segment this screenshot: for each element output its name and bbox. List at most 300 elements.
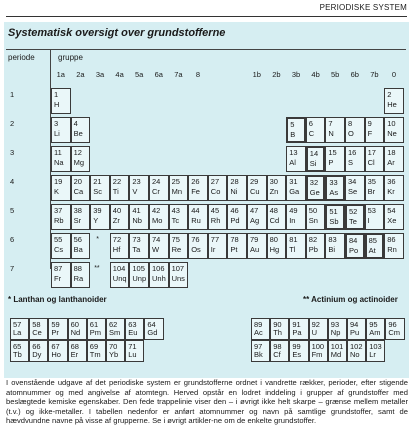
element-symbol: Br: [367, 187, 376, 196]
lanthanide-dy: [29, 340, 48, 362]
element-au: [247, 233, 267, 259]
atomic-number: 82: [308, 235, 318, 244]
element-symbol: Sb: [329, 217, 339, 226]
atomic-number: 64: [147, 320, 156, 329]
element-symbol: W: [152, 245, 160, 254]
element-ne: [384, 117, 404, 143]
lanthanide-eu: [125, 318, 144, 340]
element-symbol: Pt: [230, 245, 238, 254]
lanthanide-title: * Lanthan og lanthanoider: [8, 295, 107, 304]
group-header: 3b: [291, 70, 301, 79]
element-symbol: Rb: [54, 216, 64, 225]
lanthanide-tm: [87, 340, 106, 362]
element-symbol: Ar: [387, 158, 395, 167]
element-pt: [227, 233, 247, 259]
lanthanide-yb: [106, 340, 125, 362]
atomic-number: 50: [308, 206, 318, 215]
element-symbol: Po: [349, 246, 359, 255]
atomic-number: 90: [273, 320, 282, 329]
element-symbol: Bi: [328, 245, 336, 254]
atomic-number: 92: [311, 320, 320, 329]
element-k: [51, 175, 71, 201]
atomic-number: 83: [328, 235, 337, 244]
element-symbol: Ne: [387, 129, 397, 138]
element-ba: [71, 233, 91, 259]
actinide-title: ** Actinium og actinoider: [303, 295, 398, 304]
atomic-number: 18: [387, 148, 396, 157]
atomic-number: 52: [349, 207, 358, 216]
element-unp: [129, 262, 149, 288]
element-in: [286, 204, 306, 230]
lanthanide-marker: *: [96, 236, 99, 243]
group-header: 7b: [370, 70, 379, 79]
element-symbol: B: [290, 130, 296, 139]
element-ir: [208, 233, 228, 259]
atomic-number: 39: [93, 206, 102, 215]
footer-description: I ovenstående udgave af det periodiske system er grundstofferne ordnet i vandrette rækker, perioder, efter stigende atomnummer og med angivelse af atomtegn. Herved opstår en lodret inddeling i grupper af grundstoffer med beslægtede kemiske egenskaber. Den fede trappelinie viser den – i øvrigt ikke helt skarpe – grænse mellem metaller (t.v.) og ikke-metaller. I tabellen nedenfor er anført atomnummer og navn på samtlige grundstoffer, samt de hævdvundne navne på visse af grupperne. Se i øvrigt artikler-ne om de enkelte grundstoffer.: [6, 378, 408, 426]
element-symbol: Ge: [309, 188, 320, 197]
element-symbol: As: [329, 188, 339, 197]
element-symbol: Unq: [112, 274, 127, 283]
element-symbol: Cu: [250, 187, 260, 196]
element-symbol: U: [311, 328, 318, 337]
element-symbol: Sm: [109, 328, 121, 337]
element-symbol: Pm: [89, 328, 102, 337]
atomic-number: 107: [171, 264, 185, 273]
element-symbol: Re: [171, 245, 182, 254]
atomic-number: 93: [330, 320, 340, 329]
lanthanide-nd: [68, 318, 87, 340]
element-symbol: V: [132, 187, 138, 196]
lanthanide-pm: [87, 318, 106, 340]
element-symbol: O: [348, 129, 354, 138]
period-label-2: 2: [10, 119, 15, 128]
element-symbol: Y: [93, 216, 99, 225]
atomic-number: 76: [191, 235, 200, 244]
period-label-7: 7: [10, 264, 15, 273]
atomic-number: 17: [367, 148, 376, 157]
element-symbol: Sn: [308, 216, 318, 225]
element-cl: [365, 146, 385, 172]
element-v: [129, 175, 149, 201]
element-bi: [325, 233, 345, 259]
element-symbol: Mn: [171, 187, 183, 196]
element-symbol: H: [54, 100, 60, 109]
element-tl: [286, 233, 306, 259]
atomic-number: 91: [292, 320, 301, 329]
element-symbol: At: [368, 246, 376, 255]
atomic-number: 106: [152, 264, 165, 273]
atomic-number: 96: [388, 320, 397, 329]
atomic-number: 69: [89, 342, 99, 351]
group-header: 2a: [76, 70, 85, 79]
element-symbol: S: [348, 158, 354, 167]
atomic-number: 11: [54, 148, 62, 157]
atomic-number: 105: [132, 264, 145, 273]
atomic-number: 97: [254, 342, 263, 351]
atomic-number: 73: [132, 235, 141, 244]
atomic-number: 37: [54, 206, 63, 215]
atomic-number: 8: [348, 119, 353, 128]
element-symbol: Xe: [387, 216, 397, 225]
element-ti: [110, 175, 130, 201]
element-symbol: Tc: [171, 216, 180, 225]
atomic-number: 15: [328, 148, 337, 157]
atomic-number: 60: [70, 320, 79, 329]
atomic-number: 67: [51, 342, 60, 351]
lanthanide-er: [68, 340, 87, 362]
element-rh: [208, 204, 228, 230]
element-symbol: Pr: [51, 328, 59, 337]
atomic-number: 66: [32, 342, 41, 351]
actinide-md: [328, 340, 347, 362]
atomic-number: 25: [171, 177, 180, 186]
atomic-number: 53: [367, 206, 376, 215]
atomic-number: 26: [191, 177, 200, 186]
atomic-number: 80: [269, 235, 278, 244]
element-hg: [267, 233, 287, 259]
element-s: [345, 146, 365, 172]
element-c: [306, 117, 326, 143]
element-symbol: C: [308, 129, 315, 138]
atomic-number: 85: [368, 236, 377, 245]
atomic-number: 13: [289, 148, 298, 157]
element-symbol: P: [328, 158, 334, 167]
element-symbol: Lu: [128, 350, 137, 359]
actinide-am: [366, 318, 385, 340]
element-symbol: Ca: [73, 187, 84, 196]
lanthanide-ho: [48, 340, 67, 362]
atomic-number: 21: [93, 177, 102, 186]
atomic-number: 2: [387, 90, 392, 99]
element-cd: [267, 204, 287, 230]
element-sb: [325, 204, 345, 230]
element-zr: [110, 204, 130, 230]
actinide-np: [328, 318, 347, 340]
element-symbol: Tb: [13, 350, 22, 359]
element-symbol: Unp: [132, 274, 147, 283]
element-symbol: Sr: [73, 216, 82, 225]
element-symbol: Ti: [112, 187, 119, 196]
element-fe: [188, 175, 208, 201]
element-cr: [149, 175, 169, 201]
element-symbol: Rn: [387, 245, 397, 254]
element-symbol: Se: [348, 187, 358, 196]
element-symbol: Cd: [269, 216, 280, 225]
element-b: [286, 117, 306, 143]
period-label-5: 5: [10, 206, 15, 215]
actinide-pa: [289, 318, 308, 340]
actinide-lr: [366, 340, 385, 362]
actinide-u: [309, 318, 328, 340]
group-header: 6b: [350, 70, 359, 79]
atomic-number: 79: [250, 235, 259, 244]
atomic-number: 57: [13, 320, 22, 329]
element-na: [51, 146, 71, 172]
atomic-number: 77: [210, 235, 220, 244]
period-label-6: 6: [10, 235, 15, 244]
element-symbol: Ta: [132, 245, 141, 254]
actinide-fm: [309, 340, 328, 362]
element-symbol: Np: [330, 328, 341, 337]
element-symbol: Zn: [269, 187, 279, 196]
atomic-number: 71: [128, 342, 137, 351]
atomic-number: 102: [350, 342, 363, 351]
element-symbol: In: [289, 216, 296, 225]
element-symbol: Mo: [152, 216, 163, 225]
element-symbol: Te: [349, 217, 357, 226]
element-mn: [169, 175, 189, 201]
element-f: [365, 117, 385, 143]
atomic-number: 32: [309, 178, 319, 187]
element-zn: [267, 175, 287, 201]
element-y: [90, 204, 110, 230]
atomic-number: 43: [171, 206, 180, 215]
element-symbol: Md: [330, 350, 342, 359]
atomic-number: 38: [73, 206, 82, 215]
element-symbol: Bk: [254, 350, 263, 359]
element-ge: [306, 175, 326, 201]
element-symbol: Ba: [73, 245, 83, 254]
atomic-number: 94: [350, 320, 359, 329]
actinide-cf: [270, 340, 289, 362]
element-symbol: Zr: [112, 216, 120, 225]
header-rule: [6, 16, 407, 17]
atomic-number: 28: [230, 177, 239, 186]
element-symbol: Pb: [308, 245, 318, 254]
element-symbol: Yb: [109, 350, 119, 359]
atomic-number: 88: [73, 264, 82, 273]
section-tag: PERIODISKE SYSTEM: [319, 3, 407, 12]
element-sr: [71, 204, 91, 230]
element-symbol: Sc: [93, 187, 102, 196]
atomic-number: 51: [329, 207, 338, 216]
element-unh: [149, 262, 169, 288]
atomic-number: 98: [273, 342, 282, 351]
period-label-3: 3: [10, 148, 15, 157]
element-rb: [51, 204, 71, 230]
atomic-number: 86: [387, 235, 396, 244]
element-pd: [227, 204, 247, 230]
group-label: gruppe: [58, 53, 83, 62]
atomic-number: 58: [32, 320, 41, 329]
element-symbol: N: [328, 129, 334, 138]
element-symbol: Au: [250, 245, 260, 254]
atomic-number: 63: [128, 320, 137, 329]
element-xe: [384, 204, 404, 230]
atomic-number: 47: [250, 206, 259, 215]
element-symbol: Tm: [89, 350, 101, 359]
element-symbol: Ce: [32, 328, 42, 337]
atomic-number: 65: [13, 342, 22, 351]
atomic-number: 70: [109, 342, 118, 351]
element-symbol: Fm: [311, 350, 323, 359]
atomic-number: 24: [152, 177, 161, 186]
element-symbol: Mg: [73, 158, 85, 167]
element-symbol: Ra: [73, 274, 84, 283]
element-li: [51, 117, 71, 143]
atomic-number: 48: [269, 206, 278, 215]
element-sn: [306, 204, 326, 230]
atomic-number: 100: [311, 342, 325, 351]
atomic-number: 55: [54, 235, 63, 244]
atomic-number: 61: [89, 320, 99, 329]
atomic-number: 49: [289, 206, 298, 215]
element-i: [365, 204, 385, 230]
element-symbol: Al: [289, 158, 296, 167]
atomic-number: 10: [387, 119, 396, 128]
element-ni: [227, 175, 247, 201]
lanthanide-tb: [10, 340, 29, 362]
element-symbol: Pd: [230, 216, 240, 225]
element-mo: [149, 204, 169, 230]
element-symbol: Fe: [191, 187, 200, 196]
element-symbol: Cf: [273, 350, 281, 359]
actinide-cm: [385, 318, 404, 340]
atomic-number: 36: [387, 177, 396, 186]
atomic-number: 44: [191, 206, 200, 215]
element-uns: [169, 262, 189, 288]
element-symbol: Kr: [387, 187, 395, 196]
element-os: [188, 233, 208, 259]
atomic-number: 87: [54, 264, 63, 273]
lanthanide-pr: [48, 318, 67, 340]
element-p: [325, 146, 345, 172]
atomic-number: 54: [387, 206, 396, 215]
lanthanide-la: [10, 318, 29, 340]
period-label: periode: [8, 53, 35, 62]
element-symbol: Pu: [350, 328, 360, 337]
element-symbol: Tl: [289, 245, 296, 254]
element-symbol: Co: [210, 187, 221, 196]
element-symbol: Ir: [210, 245, 216, 254]
atomic-number: 22: [112, 177, 122, 186]
element-symbol: Lr: [369, 350, 376, 359]
element-rn: [384, 233, 404, 259]
element-symbol: Cm: [388, 328, 401, 337]
lanthanide-gd: [144, 318, 163, 340]
atomic-number: 1: [54, 90, 59, 99]
element-cs: [51, 233, 71, 259]
atomic-number: 16: [348, 148, 357, 157]
element-co: [208, 175, 228, 201]
element-ar: [384, 146, 404, 172]
element-ru: [188, 204, 208, 230]
element-al: [286, 146, 306, 172]
atomic-number: 45: [210, 206, 220, 215]
atomic-number: 29: [250, 177, 259, 186]
element-symbol: Es: [292, 350, 302, 359]
element-unq: [110, 262, 130, 288]
atomic-number: 9: [367, 119, 372, 128]
element-symbol: Pa: [292, 328, 302, 337]
header-bar: [0, 0, 413, 20]
lanthanide-ce: [29, 318, 48, 340]
element-symbol: K: [54, 187, 60, 196]
element-symbol: Rh: [210, 216, 221, 225]
element-ra: [71, 262, 91, 288]
element-mg: [71, 146, 91, 172]
group-header: 7a: [174, 70, 183, 79]
element-kr: [384, 175, 404, 201]
element-symbol: Ac: [254, 328, 263, 337]
element-symbol: Nd: [70, 328, 81, 337]
atomic-number: 103: [369, 342, 382, 351]
element-symbol: Ga: [289, 187, 300, 196]
element-at: [365, 233, 385, 259]
element-ga: [286, 175, 306, 201]
actinide-pu: [347, 318, 366, 340]
atomic-number: 4: [73, 119, 78, 128]
page-title: Systematisk oversigt over grundstofferne: [8, 27, 226, 39]
element-symbol: Be: [73, 129, 83, 138]
atomic-number: 7: [328, 119, 333, 128]
atomic-number: 74: [152, 235, 161, 244]
element-symbol: Dy: [32, 350, 42, 359]
element-symbol: Er: [70, 350, 79, 359]
element-si: [306, 146, 326, 172]
atomic-number: 12: [73, 148, 82, 157]
atomic-number: 19: [54, 177, 63, 186]
actinide-bk: [251, 340, 270, 362]
element-as: [325, 175, 345, 201]
atomic-number: 95: [369, 320, 378, 329]
actinide-ac: [251, 318, 270, 340]
element-symbol: Unh: [152, 274, 166, 283]
atomic-number: 46: [230, 206, 239, 215]
element-symbol: He: [387, 100, 397, 109]
atomic-number: 35: [367, 177, 376, 186]
element-be: [71, 117, 91, 143]
atomic-number: 62: [109, 320, 118, 329]
element-hf: [110, 233, 130, 259]
lanthanide-sm: [106, 318, 125, 340]
actinide-th: [270, 318, 289, 340]
element-symbol: Ag: [250, 216, 260, 225]
element-re: [169, 233, 189, 259]
lanthanide-lu: [125, 340, 144, 362]
element-se: [345, 175, 365, 201]
atomic-number: 3: [54, 119, 59, 128]
group-header: 2b: [272, 70, 281, 79]
element-cu: [247, 175, 267, 201]
group-header: 8: [195, 70, 201, 79]
element-ta: [129, 233, 149, 259]
element-symbol: Li: [54, 129, 60, 138]
atomic-number: 40: [112, 206, 122, 215]
element-po: [345, 233, 365, 259]
element-h: [51, 88, 71, 114]
actinide-marker: **: [94, 265, 100, 272]
element-symbol: I: [367, 216, 370, 225]
element-symbol: Th: [273, 328, 282, 337]
atomic-number: 23: [132, 177, 141, 186]
group-header: 3a: [95, 70, 105, 79]
element-symbol: Ru: [191, 216, 201, 225]
element-te: [345, 204, 365, 230]
element-symbol: Cr: [152, 187, 160, 196]
element-symbol: Ho: [51, 350, 61, 359]
atomic-number: 6: [308, 119, 313, 128]
element-symbol: Cs: [54, 245, 64, 254]
element-br: [365, 175, 385, 201]
element-symbol: Nb: [132, 216, 142, 225]
element-symbol: Cl: [367, 158, 375, 167]
atomic-number: 41: [132, 206, 141, 215]
element-symbol: Hg: [269, 245, 280, 254]
atomic-number: 42: [152, 206, 161, 215]
group-header: 5a: [135, 70, 144, 79]
